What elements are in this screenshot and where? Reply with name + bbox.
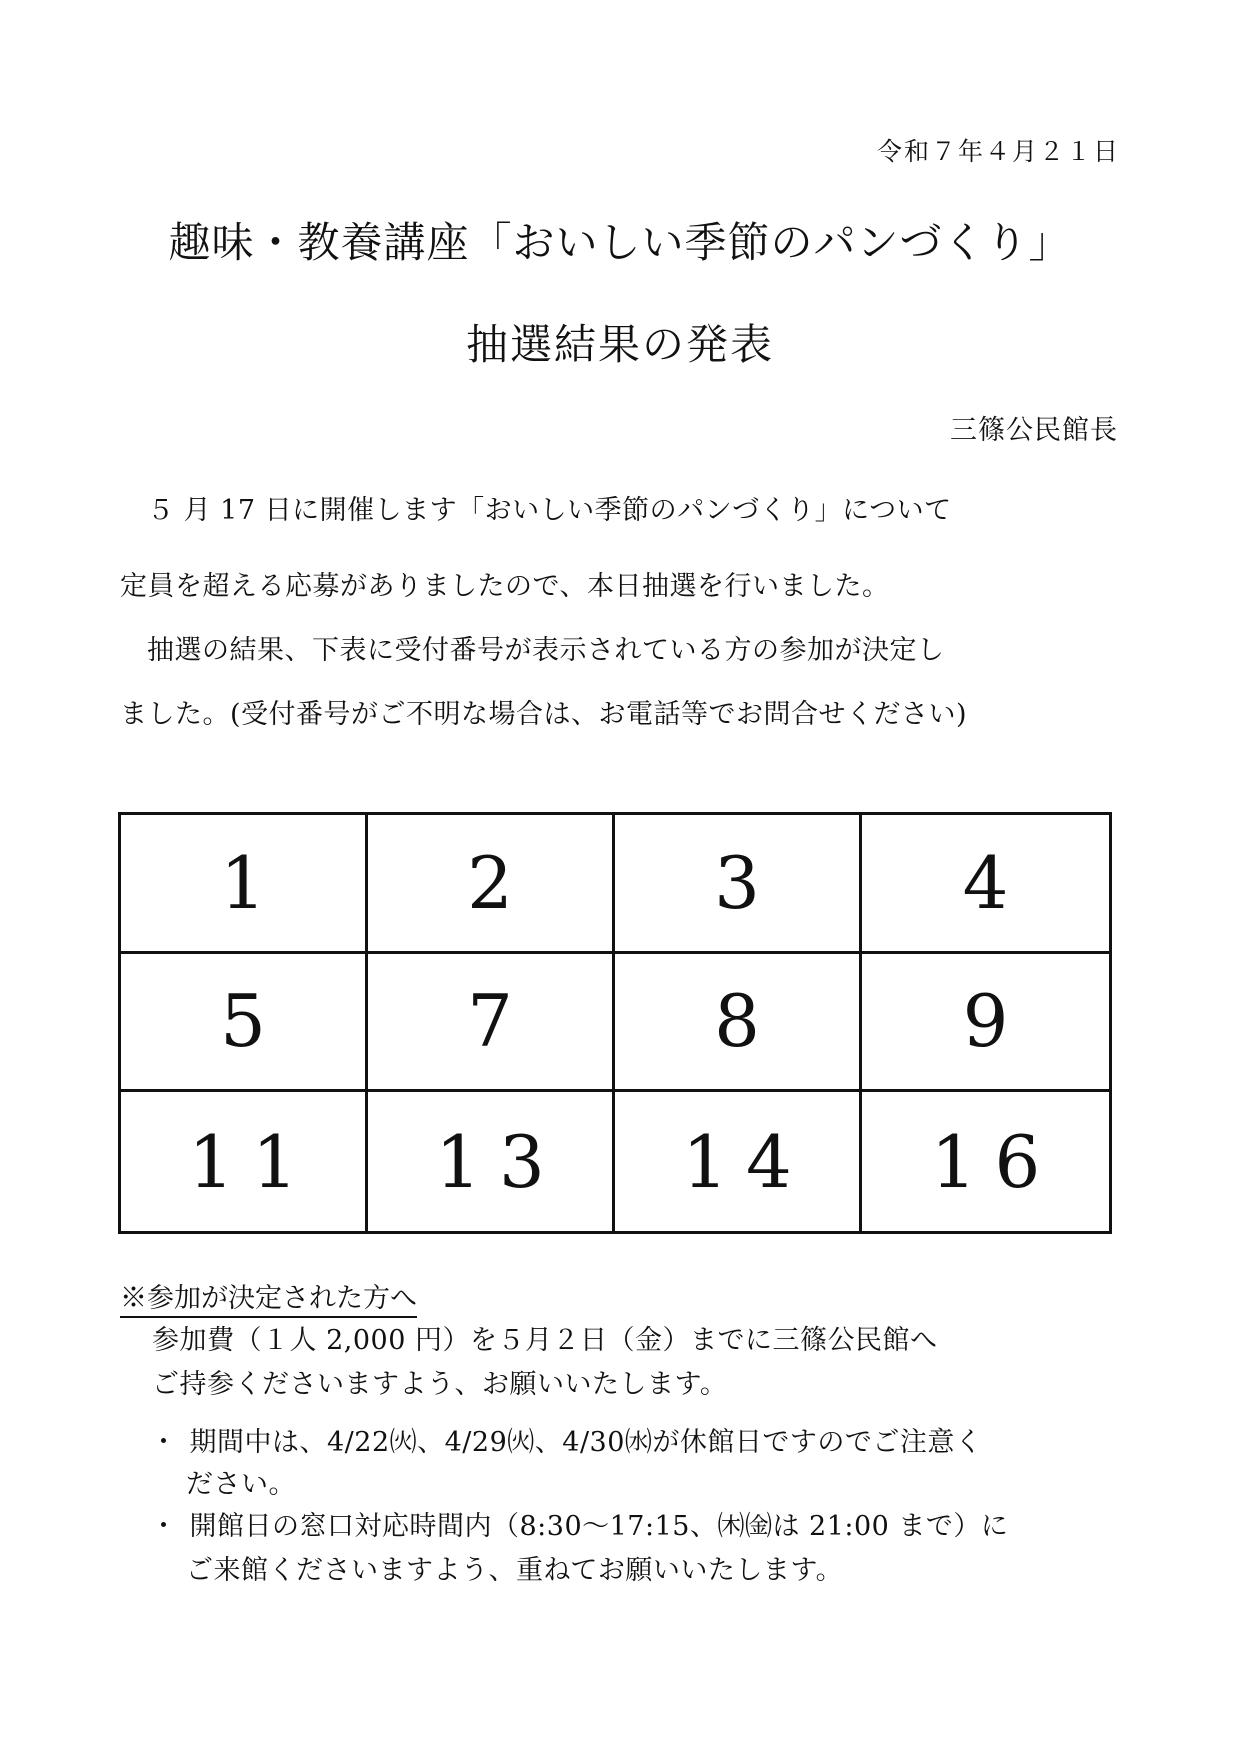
winning-number-cell: 5 xyxy=(121,954,368,1093)
winning-numbers-table xyxy=(118,812,1112,1234)
notice-bullet-1-line-2: ださい。 xyxy=(186,1469,296,1500)
sender-name: 三篠公民館長 xyxy=(950,415,1118,446)
paragraph-line-2: 定員を超える応募がありましたので、本日抽選を行いました。 xyxy=(120,571,890,602)
paragraph-line-4: ました。(受付番号がご不明な場合は、お電話等でお問合せください) xyxy=(120,699,968,730)
winning-number-cell: 16 xyxy=(930,1119,1059,1204)
winning-number-cell: 11 xyxy=(121,1092,368,1231)
notice-heading xyxy=(120,1276,417,1315)
bullet-dot: ・ xyxy=(150,1427,178,1458)
notice-heading-text: 参加が決定された方へ xyxy=(147,1283,417,1314)
winning-number-cell: 3 xyxy=(615,815,862,954)
document-date: 令和７年４月２１日 xyxy=(876,137,1120,166)
notice-heading-underlined xyxy=(120,1283,417,1318)
notice-bullet-1 xyxy=(150,1420,982,1459)
winning-number-cell: 4 xyxy=(862,815,1109,954)
winning-number-cell: 1 xyxy=(121,815,368,954)
notice-body-line-2: ご持参くださいますよう、お願いいたします。 xyxy=(152,1369,728,1400)
notice-bullet-1-line-1: 期間中は、4/22㈫、4/29㈫、4/30㈬が休館日ですのでご注意く xyxy=(189,1427,983,1458)
notice-body-line-1: 参加費（１人 2,000 円）を５月２日（金）までに三篠公民館へ xyxy=(152,1325,938,1356)
document-subtitle: 抽選結果の発表 xyxy=(465,320,774,369)
notice-bullet-2-line-2: ご来館くださいますよう、重ねてお願いいたします。 xyxy=(186,1555,844,1586)
winning-number-cell: 9 xyxy=(862,954,1109,1093)
document-title: 趣味・教養講座「おいしい季節のパンづくり」 xyxy=(168,218,1072,267)
bullet-dot: ・ xyxy=(150,1511,178,1542)
notice-bullet-2 xyxy=(150,1504,1008,1543)
winning-number-cell: 14 xyxy=(615,1092,862,1231)
notice-bullet-2-line-1: 開館日の窓口対応時間内（8:30～17:15、㈭㈮は 21:00 まで）に xyxy=(189,1511,1009,1542)
winning-number-cell: 8 xyxy=(615,954,862,1093)
paragraph-line-3: 抽選の結果、下表に受付番号が表示されている方の参加が決定し xyxy=(147,635,945,666)
notice-mark: ※ xyxy=(120,1283,147,1314)
paragraph-line-1: ５ 月 17 日に開催します「おいしい季節のパンづくり」について xyxy=(147,495,952,526)
winning-number-cell: 7 xyxy=(368,954,615,1093)
winning-number-cell: 2 xyxy=(368,815,615,954)
winning-number-cell: 13 xyxy=(368,1092,615,1231)
